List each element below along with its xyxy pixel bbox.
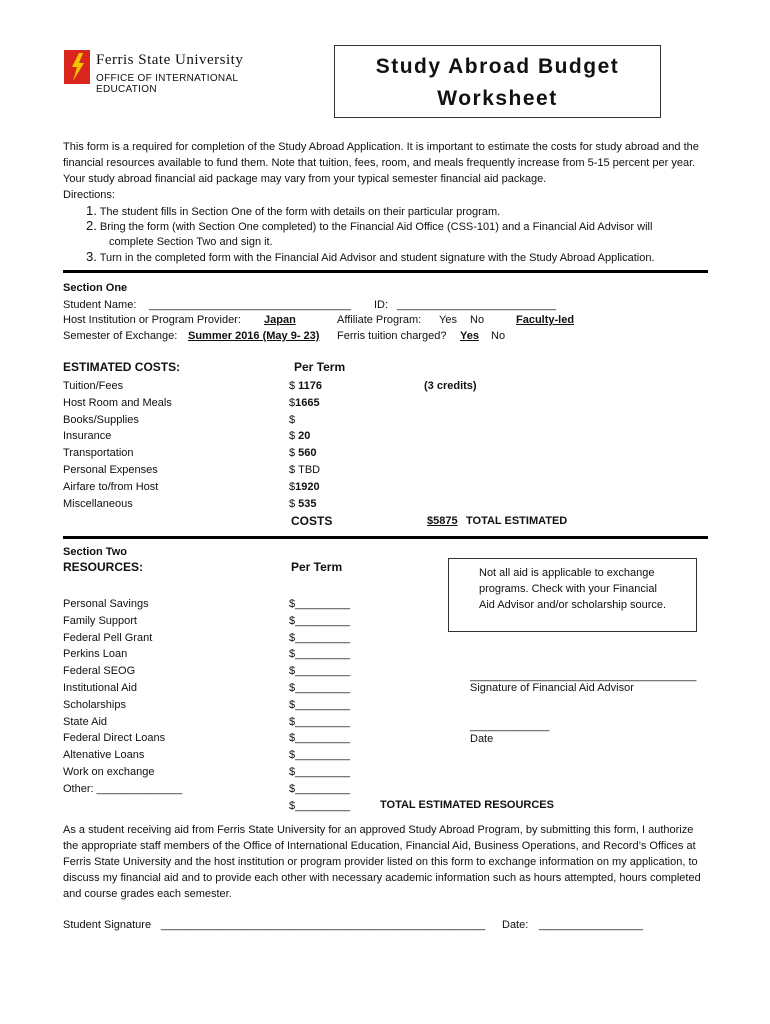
resource-item-label: State Aid bbox=[63, 715, 108, 728]
costs-label: COSTS bbox=[291, 514, 333, 528]
cost-item-note: (3 credits) bbox=[424, 380, 477, 392]
cost-item-label: Personal Expenses bbox=[63, 464, 158, 476]
title-box bbox=[334, 45, 661, 118]
resource-amount-field[interactable]: $_________ bbox=[289, 698, 351, 711]
student-name-field[interactable]: _________________________________ bbox=[149, 299, 351, 311]
resources-heading: RESOURCES: bbox=[63, 560, 144, 574]
semester-label: Semester of Exchange: bbox=[63, 330, 178, 342]
cost-item-label: Miscellaneous bbox=[63, 497, 133, 510]
divider-2 bbox=[63, 536, 708, 539]
semester-value: Summer 2016 (May 9- 23) bbox=[188, 330, 320, 342]
resource-item-label: Family Support bbox=[63, 614, 137, 627]
resource-item-label: Institutional Aid bbox=[63, 682, 137, 694]
resources-per-term-heading: Per Term bbox=[291, 560, 343, 574]
cost-item-value: $ TBD bbox=[289, 464, 321, 476]
cost-item-value: $ 535 bbox=[289, 497, 317, 510]
cost-item-label: Host Room and Meals bbox=[63, 396, 172, 409]
affiliate-label: Affiliate Program: bbox=[337, 314, 422, 326]
tuition-yes[interactable]: Yes bbox=[460, 330, 479, 342]
id-label: ID: bbox=[374, 299, 389, 311]
logo-university-name: Ferris State University bbox=[96, 52, 244, 68]
resource-amount-field[interactable]: $_________ bbox=[289, 648, 351, 661]
resource-amount-field[interactable]: $_________ bbox=[289, 782, 351, 795]
resource-item-label: Federal Pell Grant bbox=[63, 631, 153, 644]
advisor-signature-label: Signature of Financial Aid Advisor bbox=[470, 682, 634, 694]
resource-item-label: Altenative Loans bbox=[63, 749, 145, 762]
resource-amount-field[interactable]: $_________ bbox=[289, 682, 351, 694]
directions-label: Directions: bbox=[63, 189, 115, 201]
aid-note-line-1: Not all aid is applicable to exchange bbox=[479, 567, 655, 579]
authorization-paragraph: As a student receiving aid from Ferris State University for an approved Study Abroad Program, by submitting this form, I authorize the appropriate staff members of the Office of International Education, Financial Aid, Business Operations, and Record’s Offices at Ferris State University and the host institution or program provider listed on this form to exchange information on my application, to discuss my financial aid and to provide each other with necessary academic information such as hours attempted, hours completed and course grades each semester. bbox=[63, 824, 701, 900]
advisor-date-label: Date bbox=[470, 733, 494, 745]
cost-item-label: Tuition/Fees bbox=[63, 380, 124, 392]
resource-item-label: Federal SEOG bbox=[63, 665, 136, 678]
tuition-charged-label: Ferris tuition charged? bbox=[337, 330, 447, 342]
direction-1: 1. The student fills in Section One of the form with details on their particular program. bbox=[86, 203, 501, 218]
resource-amount-field[interactable]: $_________ bbox=[289, 598, 351, 610]
resource-amount-field[interactable]: $_________ bbox=[289, 631, 351, 644]
student-date-label: Date: bbox=[502, 919, 529, 931]
aid-note-line-2: programs. Check with your Financial bbox=[479, 583, 657, 595]
section-two-heading: Section Two bbox=[63, 546, 127, 558]
cost-item-value: $ bbox=[289, 413, 296, 426]
resource-item-label: Personal Savings bbox=[63, 598, 149, 610]
student-name-label: Student Name: bbox=[63, 299, 137, 311]
page-title-line1: Study Abroad Budget bbox=[375, 55, 620, 78]
student-signature-label: Student Signature bbox=[63, 919, 152, 931]
affiliate-yes[interactable]: Yes bbox=[439, 314, 457, 326]
logo bbox=[64, 50, 294, 95]
advisor-signature-field[interactable]: _____________________________________ bbox=[470, 670, 697, 682]
cost-item-label: Books/Supplies bbox=[63, 413, 139, 426]
aid-note-line-3: Aid Advisor and/or scholarship source. bbox=[479, 599, 667, 611]
resource-item-label: Work on exchange bbox=[63, 766, 155, 778]
student-date-field[interactable]: _________________ bbox=[539, 919, 644, 931]
provider-label: Host Institution or Program Provider: bbox=[63, 314, 241, 326]
id-field[interactable]: __________________________ bbox=[397, 299, 557, 311]
resource-item-label: Other: ______________ bbox=[63, 782, 183, 795]
logo-office-name: OFFICE OF INTERNATIONAL EDUCATION bbox=[96, 73, 238, 95]
faculty-led[interactable]: Faculty-led bbox=[516, 314, 575, 326]
total-resources-label: TOTAL ESTIMATED RESOURCES bbox=[380, 799, 554, 811]
student-signature-field[interactable]: _____________________________________________________ bbox=[161, 919, 486, 931]
resource-item-label: Perkins Loan bbox=[63, 648, 128, 661]
resource-item-label: Federal Direct Loans bbox=[63, 732, 166, 745]
total-estimated-value: $5875 bbox=[427, 515, 458, 527]
ferris-logo-icon bbox=[64, 50, 92, 84]
resource-item-label: Scholarships bbox=[63, 698, 126, 711]
cost-item-value: $ 560 bbox=[289, 447, 317, 460]
direction-2-cont: complete Section Two and sign it. bbox=[109, 236, 273, 248]
cost-item-value: $1920 bbox=[289, 480, 320, 493]
section-one-heading: Section One bbox=[63, 282, 128, 294]
resource-amount-field[interactable]: $_________ bbox=[289, 614, 351, 627]
tuition-no[interactable]: No bbox=[491, 330, 506, 342]
estimated-costs-heading: ESTIMATED COSTS: bbox=[63, 360, 181, 374]
total-estimated-label: TOTAL ESTIMATED bbox=[466, 515, 568, 527]
affiliate-no[interactable]: No bbox=[470, 314, 485, 326]
costs-per-term-heading: Per Term bbox=[294, 360, 346, 374]
aid-note-box bbox=[448, 558, 697, 632]
resource-amount-field[interactable]: $_________ bbox=[289, 766, 351, 778]
resource-amount-field[interactable]: $_________ bbox=[289, 665, 351, 678]
cost-item-label: Transportation bbox=[63, 447, 134, 460]
cost-item-label: Airfare to/from Host bbox=[63, 480, 159, 493]
provider-value: Japan bbox=[264, 314, 296, 326]
intro-paragraph: This form is a required for completion of the Study Abroad Application. It is important to estimate the costs for study abroad and the financial resources available to fund them. Note that tuition, fees, room, and meals frequently increase from 5-15 percent per year. Your study abroad financial aid package may vary from your typical semester financial aid package. bbox=[63, 141, 699, 185]
divider-1 bbox=[63, 270, 708, 273]
cost-item-value: $ 20 bbox=[289, 430, 311, 443]
resource-amount-field[interactable]: $_________ bbox=[289, 732, 351, 745]
cost-item-value: $1665 bbox=[289, 396, 320, 409]
direction-2: 2. Bring the form (with Section One completed) to the Financial Aid Office (CSS-101) and a Financial Aid Advisor will bbox=[86, 218, 653, 233]
resource-amount-field[interactable]: $_________ bbox=[289, 799, 351, 812]
resource-amount-field[interactable]: $_________ bbox=[289, 749, 351, 762]
direction-3: 3. Turn in the completed form with the Financial Aid Advisor and student signature with the Study Abroad Application. bbox=[86, 249, 655, 264]
cost-item-value: $ 1176 bbox=[289, 380, 322, 392]
advisor-date-field[interactable]: _____________ bbox=[470, 720, 550, 732]
cost-item-label: Insurance bbox=[63, 430, 112, 443]
page-title-line2: Worksheet bbox=[437, 87, 558, 110]
resource-amount-field[interactable]: $_________ bbox=[289, 715, 351, 728]
